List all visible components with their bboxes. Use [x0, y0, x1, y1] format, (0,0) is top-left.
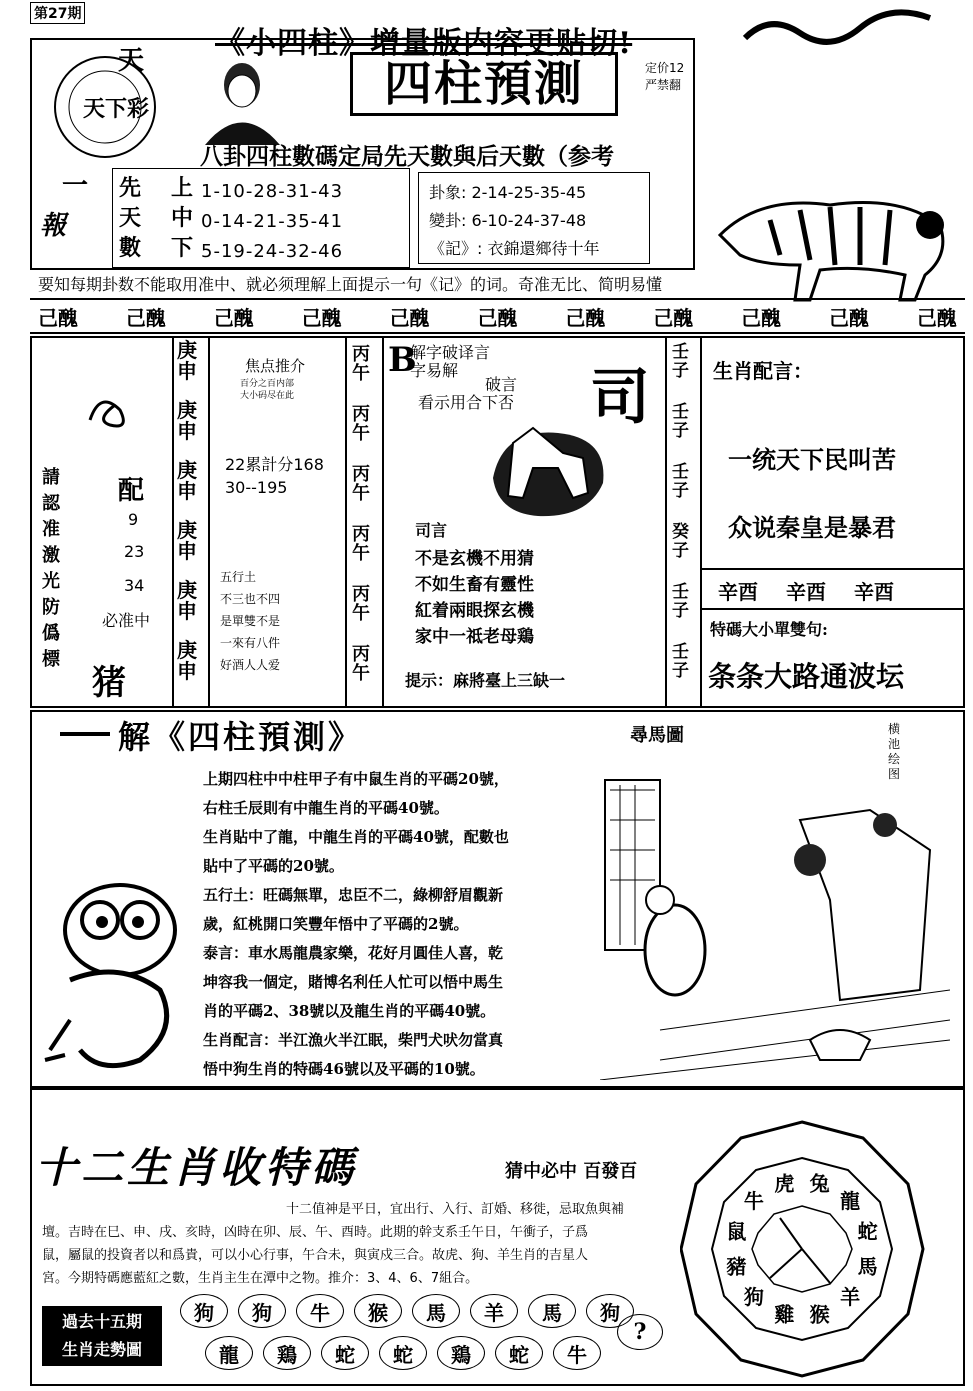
- jichou-cell: 己醜: [916, 305, 957, 330]
- issue-number: 第27期: [30, 2, 85, 24]
- gua-row-3: 《記》: 衣錦還鄉待十年: [429, 239, 600, 258]
- xinyou-row: 辛酉 辛酉 辛酉: [718, 580, 894, 604]
- zodiac-row-1: [180, 1294, 644, 1328]
- gua-row-2: 變卦: 6-10-24-37-48: [429, 211, 587, 230]
- jichou-cell: 己醜: [213, 305, 254, 330]
- jichou-cell: 己醜: [125, 305, 166, 330]
- explain-title: 解《四柱預測》: [118, 718, 364, 756]
- gengshen-column: 庚申 庚申 庚申 庚申 庚申 庚申: [177, 338, 197, 683]
- painting-signature: 横池绘图: [888, 722, 901, 781]
- side-char-3: 報: [40, 211, 67, 241]
- pos-lower: 下: [171, 235, 194, 261]
- past-trend-box: 過去十五期 生肖走勢圖: [42, 1306, 162, 1366]
- swirl-decoration: [70, 380, 160, 440]
- gua-table: [418, 172, 650, 264]
- jichou-cell: 己醜: [389, 305, 430, 330]
- special-title: 特碼大小單雙句:: [710, 620, 828, 639]
- bingwu-column: 丙午 丙午 丙午 丙午 丙午 丙午: [352, 344, 370, 684]
- divider: [665, 336, 667, 708]
- bottom-body-line: 十二值神是平日，宜出行、入行、訂婚、移徙，忌取魚與補: [286, 1202, 625, 1217]
- zodiac-oval: 鶏: [437, 1336, 485, 1370]
- riddle-big-char: 司: [590, 363, 650, 433]
- portrait-photo: [200, 55, 285, 145]
- cartoon-mascot: [40, 870, 200, 1080]
- explain-line: 泰言：車水馬龍農家樂，花好月圓佳人喜，乾: [203, 944, 504, 962]
- side-char-1: 天: [118, 46, 145, 76]
- deer-emblem: [478, 408, 618, 523]
- jichou-cell: 己醜: [653, 305, 694, 330]
- poem-title: 司言: [415, 521, 448, 540]
- divider: [208, 336, 210, 708]
- zodiac-words-title: 生肖配言：: [713, 359, 813, 383]
- sure-text: 必准中: [102, 611, 151, 630]
- pei-num-2: 23: [124, 542, 145, 561]
- wheel-animal-label: 牛: [743, 1188, 764, 1213]
- wheel-animal-label: 狗: [743, 1285, 764, 1310]
- riddle-line-1: 解字破译言: [410, 343, 491, 362]
- riddle-line-3: 破言: [485, 375, 518, 394]
- script-title: 十二生肖收特碼: [35, 1143, 358, 1192]
- stamp-center-text: 天下彩: [83, 96, 150, 122]
- tiger-illustration: [700, 165, 960, 305]
- zodiac-line-1: 一统天下民叫苦: [728, 445, 896, 474]
- divider: [702, 568, 965, 570]
- wheel-animal-label: 猴: [809, 1302, 830, 1327]
- divider: [382, 336, 384, 708]
- zodiac-oval: 蛇: [379, 1336, 427, 1370]
- jichou-row: [30, 298, 965, 334]
- zodiac-oval: 狗: [180, 1294, 228, 1328]
- zodiac-oval: 狗: [586, 1294, 634, 1328]
- explain-line: 生肖貼中了龍，中龍生肖的平碼40號，配數也: [203, 828, 509, 846]
- explain-line: 右柱壬辰則有中龍生肖的平碼40號。: [203, 799, 449, 817]
- focus-score: 22累計分168: [225, 455, 324, 474]
- question-oval: ?: [617, 1314, 663, 1350]
- vertical-warning: 請 認 准 激 光 防 僞 標: [42, 467, 60, 670]
- wheel-animal-label: 馬: [857, 1254, 878, 1279]
- explain-line: 坤容我一個定，賭博名利任人忙可以悟中馬生: [203, 973, 504, 991]
- zodiac-oval: 狗: [238, 1294, 286, 1328]
- zodiac-wheel: [680, 1118, 925, 1380]
- side-char-2: 一: [62, 171, 89, 201]
- zodiac-oval: 鶏: [263, 1336, 311, 1370]
- jichou-cell: 己醜: [301, 305, 342, 330]
- xiantian-label-1: 先: [119, 175, 142, 201]
- explain-line: 悟中狗生肖的特碼46號以及平碼的10號。: [203, 1060, 485, 1078]
- slogan: 猜中必中 百發百: [505, 1161, 638, 1182]
- wheel-animal-label: 雞: [774, 1302, 795, 1327]
- riddle-badge: B: [388, 340, 417, 380]
- riddle-line-4: 看示用合下否: [418, 393, 515, 412]
- zodiac-oval: 馬: [528, 1294, 576, 1328]
- jichou-cell: 己醜: [38, 305, 78, 330]
- zodiac-oval: 蛇: [321, 1336, 369, 1370]
- xiantian-label-2: 天: [119, 205, 142, 231]
- focus-range: 30--195: [225, 478, 288, 497]
- bottom-body-line: 宮。今期特碼應藍紅之數，生肖主生在潭中之物。推介：3、4、6、7組合。: [42, 1271, 479, 1286]
- banner-splash-graphic: [740, 8, 940, 48]
- renzi-column: 壬子 壬子 壬子 癸子 壬子 壬子: [672, 342, 689, 681]
- price-info: 定价12 严禁翻: [645, 61, 685, 92]
- page-title: 四柱預測: [350, 52, 618, 116]
- wheel-animal-label: 虎: [774, 1171, 795, 1196]
- top-banner: 《小四柱》增量版内容更贴切!: [215, 26, 633, 61]
- pos-middle: 中: [171, 205, 194, 231]
- jichou-cell: 己醜: [741, 305, 782, 330]
- divider: [172, 336, 174, 708]
- xiantian-label-3: 數: [119, 235, 142, 261]
- focus-note-2: 大小码尽在此: [240, 391, 295, 401]
- pos-upper: 上: [171, 175, 194, 201]
- focus-note-1: 百分之百内部: [240, 379, 295, 389]
- wheel-animal-label: 豬: [726, 1254, 747, 1279]
- explain-line: 貼中了平碼的20號。: [203, 857, 344, 875]
- zodiac-oval: 龍: [205, 1336, 253, 1370]
- special-text: 条条大路通波坛: [708, 660, 905, 693]
- jichou-cell: 己醜: [565, 305, 606, 330]
- poem-lines: 不是玄機不用猜 不如生畜有靈性 紅着兩眼探玄機 家中一祗老母鶏: [415, 549, 534, 647]
- zodiac-oval: 牛: [296, 1294, 344, 1328]
- horse-search-painting: [600, 740, 950, 1080]
- nums-middle: 0-14-21-35-41: [201, 211, 344, 232]
- explain-line: 五行土：旺碼無單，忠臣不二，綠柳舒眉觀新: [203, 886, 504, 904]
- pei-num-1: 9: [128, 510, 139, 529]
- nums-upper: 1-10-28-31-43: [201, 181, 344, 202]
- jichou-cell: 己醜: [829, 305, 870, 330]
- pei-label: 配: [118, 476, 145, 506]
- animal-pig: 猪: [92, 663, 126, 703]
- zodiac-oval: 蛇: [495, 1336, 543, 1370]
- zodiac-oval: 馬: [412, 1294, 460, 1328]
- bottom-body-line: 壇。吉時在巳、申、戌、亥時，凶時在卯、辰、午、酉時。此期的幹支系壬午日，午衝子，子爲: [42, 1225, 589, 1240]
- wheel-animal-label: 羊: [840, 1285, 861, 1310]
- gua-row-1: 卦象: 2-14-25-35-45: [429, 183, 587, 202]
- xiantian-table: [112, 168, 410, 268]
- riddle-hint: 提示：麻將臺上三缺一: [405, 671, 566, 690]
- zodiac-oval: 羊: [470, 1294, 518, 1328]
- riddle-line-2: 字易解: [410, 361, 459, 380]
- explain-line: 上期四柱中中柱甲子有中鼠生肖的平碼20號，: [203, 770, 509, 788]
- title-brush-stroke: [60, 732, 110, 736]
- divider: [345, 336, 347, 708]
- wheel-animal-label: 龍: [840, 1188, 861, 1213]
- notice-text: 要知每期卦数不能取用准中、就必须理解上面提示一句《记》的词。奇准无比、简明易懂: [38, 275, 663, 294]
- nums-lower: 5-19-24-32-46: [201, 241, 344, 262]
- focus-wuxing: 五行土 不三也不四 是單雙不是 一來有八件 好酒人人爱: [220, 570, 281, 672]
- subtitle: 八卦四柱數碼定局先天數與后天數（参考: [200, 143, 614, 170]
- divider: [702, 608, 965, 610]
- jichou-cell: 己醜: [477, 305, 518, 330]
- zodiac-oval: 猴: [354, 1294, 402, 1328]
- pei-num-3: 34: [124, 576, 145, 595]
- zodiac-oval: 牛: [553, 1336, 601, 1370]
- explain-line: 肖的平碼2、38號以及龍生肖的平碼40號。: [203, 1002, 496, 1020]
- zodiac-row-2: [205, 1336, 611, 1370]
- bottom-body-line: 鼠，屬鼠的投資者以和爲貴，可以小心行事，午合未，與寅戍三合。故虎、狗、羊生肖的吉星人: [42, 1248, 589, 1263]
- wheel-animal-label: 兔: [809, 1171, 830, 1196]
- wheel-animal-label: 鼠: [726, 1219, 747, 1244]
- painting-side-label: 尋馬圖: [630, 725, 684, 746]
- explain-line: 歲，紅桃開口笑豐年悟中了平碼的2號。: [203, 915, 469, 933]
- wheel-animal-label: 蛇: [857, 1219, 878, 1244]
- divider: [700, 336, 702, 708]
- explain-line: 生肖配言：半江漁火半江眠，柴門犬吠勿當真: [203, 1031, 504, 1049]
- focus-title: 焦点推介: [245, 357, 306, 375]
- zodiac-line-2: 众说秦皇是暴君: [728, 513, 896, 542]
